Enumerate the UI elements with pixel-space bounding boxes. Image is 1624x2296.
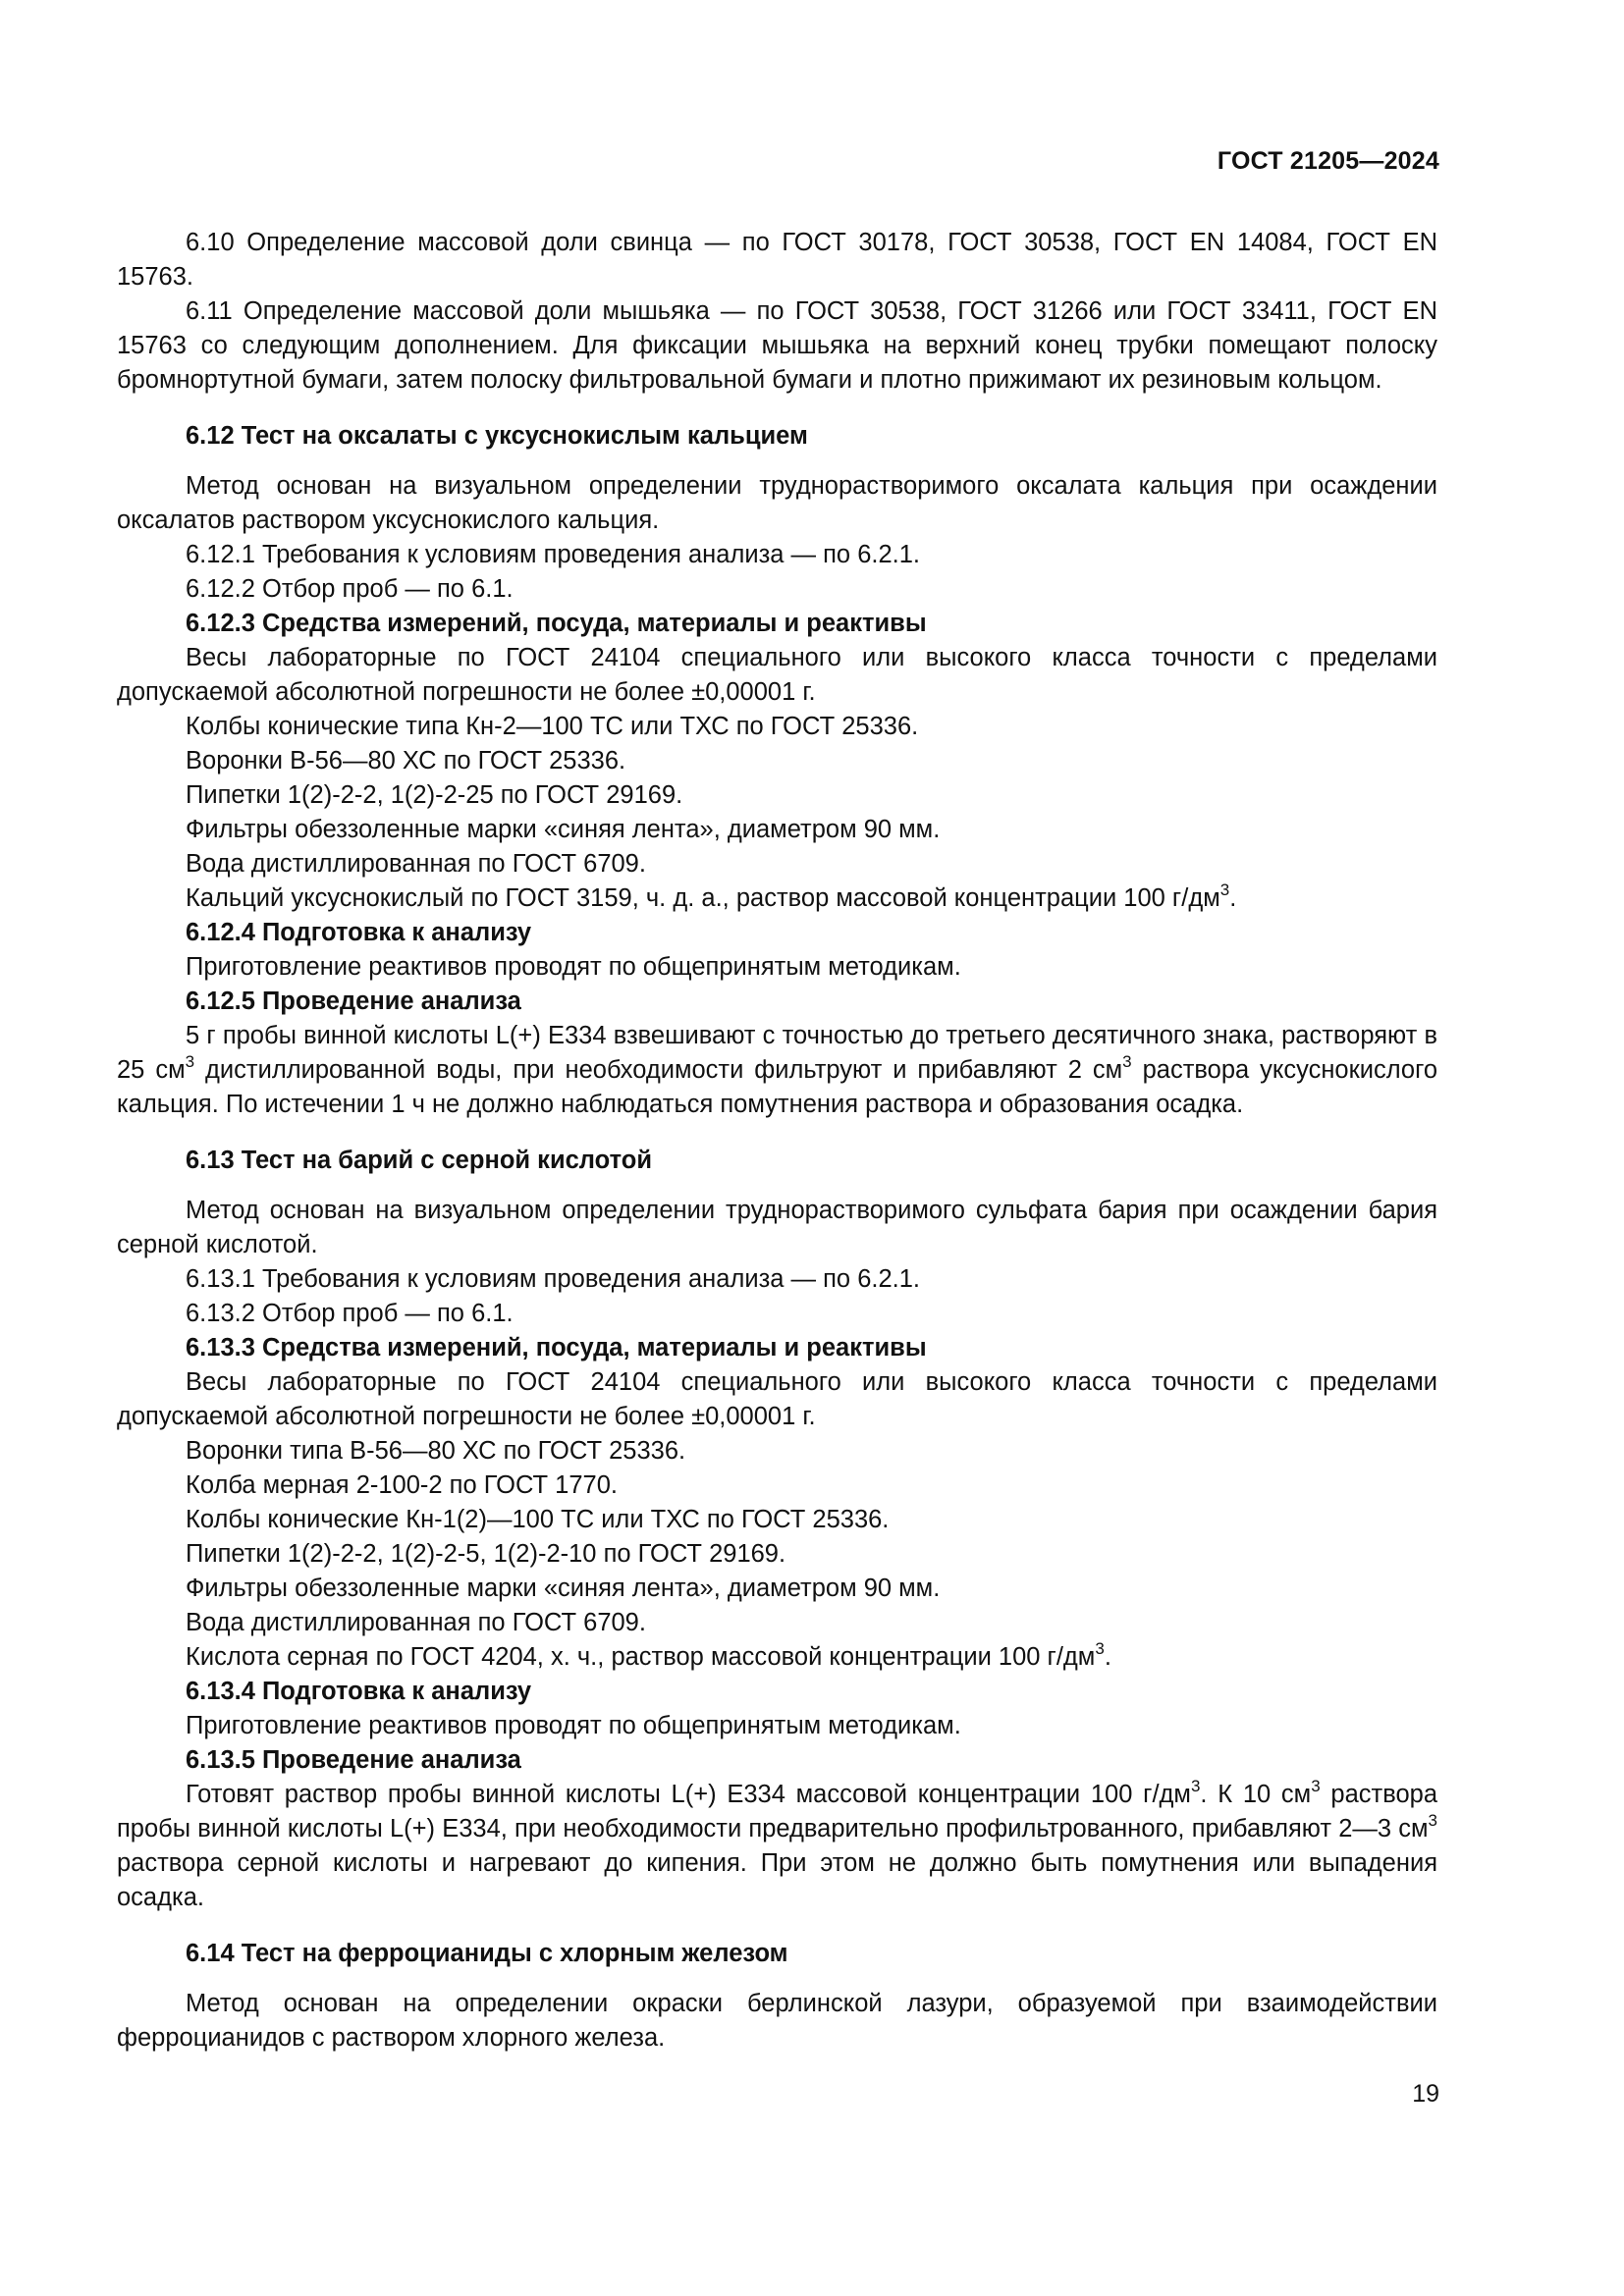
superscript-3: 3	[1311, 1776, 1321, 1795]
section-heading-6-13: 6.13 Тест на барий с серной кислотой	[186, 1147, 653, 1174]
clause-heading-6-12-5: 6.12.5 Проведение анализа	[186, 988, 521, 1015]
calcium-text: Кальций уксуснокислый по ГОСТ 3159, ч. д. а., раствор массовой концентрации 100 г/дм	[186, 884, 1220, 912]
procedure-part: раствора пробы винной кислоты L(+) E334, при необходимости предварительно профильтрованного, прибавляют 2—3 см	[117, 1781, 1438, 1842]
page-number: 19	[1412, 2080, 1439, 2108]
clause-heading-6-12-3: 6.12.3 Средства измерений, посуда, материалы и реактивы	[186, 610, 927, 637]
item-funnels-6-13: Воронки типа В-56—80 ХС по ГОСТ 25336.	[186, 1437, 686, 1465]
section-heading-6-12: 6.12 Тест на оксалаты с уксуснокислым кальцием	[186, 422, 808, 450]
prep-text-6-12: Приготовление реактивов проводят по общепринятым методикам.	[186, 953, 961, 981]
item-water-6-12: Вода дистиллированная по ГОСТ 6709.	[186, 850, 646, 878]
paragraph-6-11: 6.11 Определение массовой доли мышьяка — по ГОСТ 30538, ГОСТ 31266 или ГОСТ 33411, ГОСТ EN 15763 со следующим дополнением. Для фиксации мышьяка на верхний конец трубки помещают полоску бромнортутной бумаги, затем полоску фильтровальной бумаги и плотно прижимают их резиновым кольцом.	[117, 297, 1437, 394]
section-6-13-intro: Метод основан на визуальном определении труднорастворимого сульфата бария при осаждении бария серной кислотой.	[117, 1197, 1437, 1258]
clause-6-13-2: 6.13.2 Отбор проб — по 6.1.	[186, 1300, 514, 1327]
procedure-6-12-5	[117, 1019, 1437, 1122]
page-content	[117, 226, 1437, 2056]
superscript-3: 3	[1122, 1051, 1132, 1071]
item-water-6-13: Вода дистиллированная по ГОСТ 6709.	[186, 1609, 646, 1636]
clause-6-12-1: 6.12.1 Требования к условиям проведения анализа — по 6.2.1.	[186, 541, 920, 568]
superscript-3: 3	[1428, 1810, 1437, 1830]
item-calcium-acetate	[117, 881, 1437, 916]
item-filters-6-13: Фильтры обеззоленные марки «синяя лента», диаметром 90 мм.	[186, 1575, 941, 1602]
superscript-3: 3	[185, 1051, 195, 1071]
item-scales-6-12: Весы лабораторные по ГОСТ 24104 специального или высокого класса точности с пределами допускаемой абсолютной погрешности не более ±0,00001 г.	[117, 644, 1437, 706]
section-6-14-intro: Метод основан на определении окраски берлинской лазури, образуемой при взаимодействии ферроцианидов с раствором хлорного железа.	[117, 1990, 1437, 2052]
superscript-3: 3	[1219, 880, 1230, 899]
item-pipettes-6-13: Пипетки 1(2)-2-2, 1(2)-2-5, 1(2)-2-10 по ГОСТ 29169.	[186, 1540, 786, 1568]
procedure-part: . К 10 см	[1200, 1781, 1312, 1808]
item-volumetric-flask: Колба мерная 2-100-2 по ГОСТ 1770.	[186, 1471, 618, 1499]
section-heading-6-14: 6.14 Тест на ферроцианиды с хлорным железом	[186, 1940, 788, 1967]
procedure-6-13-5	[117, 1778, 1437, 1915]
procedure-part: дистиллированной воды, при необходимости фильтруют и прибавляют 2 см	[194, 1056, 1123, 1084]
clause-heading-6-12-4: 6.12.4 Подготовка к анализу	[186, 919, 532, 946]
paragraph-6-10: 6.10 Определение массовой доли свинца — по ГОСТ 30178, ГОСТ 30538, ГОСТ EN 14084, ГОСТ EN 15763.	[117, 229, 1437, 291]
period: .	[1104, 1643, 1111, 1671]
acid-text: Кислота серная по ГОСТ 4204, х. ч., раствор массовой концентрации 100 г/дм	[186, 1643, 1096, 1671]
clause-6-12-2: 6.12.2 Отбор проб — по 6.1.	[186, 575, 514, 603]
item-scales-6-13: Весы лабораторные по ГОСТ 24104 специального или высокого класса точности с пределами допускаемой абсолютной погрешности не более ±0,00001 г.	[117, 1368, 1437, 1430]
item-filters-6-12: Фильтры обеззоленные марки «синяя лента», диаметром 90 мм.	[186, 816, 941, 843]
clause-heading-6-13-4: 6.13.4 Подготовка к анализу	[186, 1678, 532, 1705]
section-6-12-intro: Метод основан на визуальном определении труднорастворимого оксалата кальция при осаждении оксалатов раствором уксуснокислого кальция.	[117, 472, 1437, 534]
item-sulfuric-acid	[117, 1640, 1437, 1675]
procedure-part: Готовят раствор пробы винной кислоты L(+) E334 массовой концентрации 100 г/дм	[186, 1781, 1191, 1808]
prep-text-6-13: Приготовление реактивов проводят по общепринятым методикам.	[186, 1712, 961, 1739]
item-funnels-6-12: Воронки В-56—80 ХС по ГОСТ 25336.	[186, 747, 626, 774]
clause-6-13-1: 6.13.1 Требования к условиям проведения анализа — по 6.2.1.	[186, 1265, 920, 1293]
clause-heading-6-13-3: 6.13.3 Средства измерений, посуда, материалы и реактивы	[186, 1334, 927, 1362]
period: .	[1229, 884, 1237, 912]
item-flasks-6-12: Колбы конические типа Кн-2—100 ТС или ТХС по ГОСТ 25336.	[186, 713, 919, 740]
superscript-3: 3	[1095, 1638, 1105, 1658]
item-flasks-6-13: Колбы конические Кн-1(2)—100 ТС или ТХС по ГОСТ 25336.	[186, 1506, 890, 1533]
document-code: ГОСТ 21205—2024	[1217, 147, 1439, 175]
procedure-part: раствора уксуснокислого кальция. По истечении 1 ч не должно наблюдаться помутнения раствора и образования осадка.	[117, 1056, 1438, 1118]
superscript-3: 3	[1190, 1776, 1201, 1795]
procedure-part: раствора серной кислоты и нагревают до кипения. При этом не должно быть помутнения или выпадения осадка.	[117, 1849, 1437, 1911]
procedure-part: 5 г пробы винной кислоты L(+) E334 взвешивают с точностью до третьего десятичного знака, растворяют в 25 см	[117, 1022, 1437, 1084]
item-pipettes-6-12: Пипетки 1(2)-2-2, 1(2)-2-25 по ГОСТ 29169.	[186, 781, 683, 809]
clause-heading-6-13-5: 6.13.5 Проведение анализа	[186, 1746, 521, 1774]
